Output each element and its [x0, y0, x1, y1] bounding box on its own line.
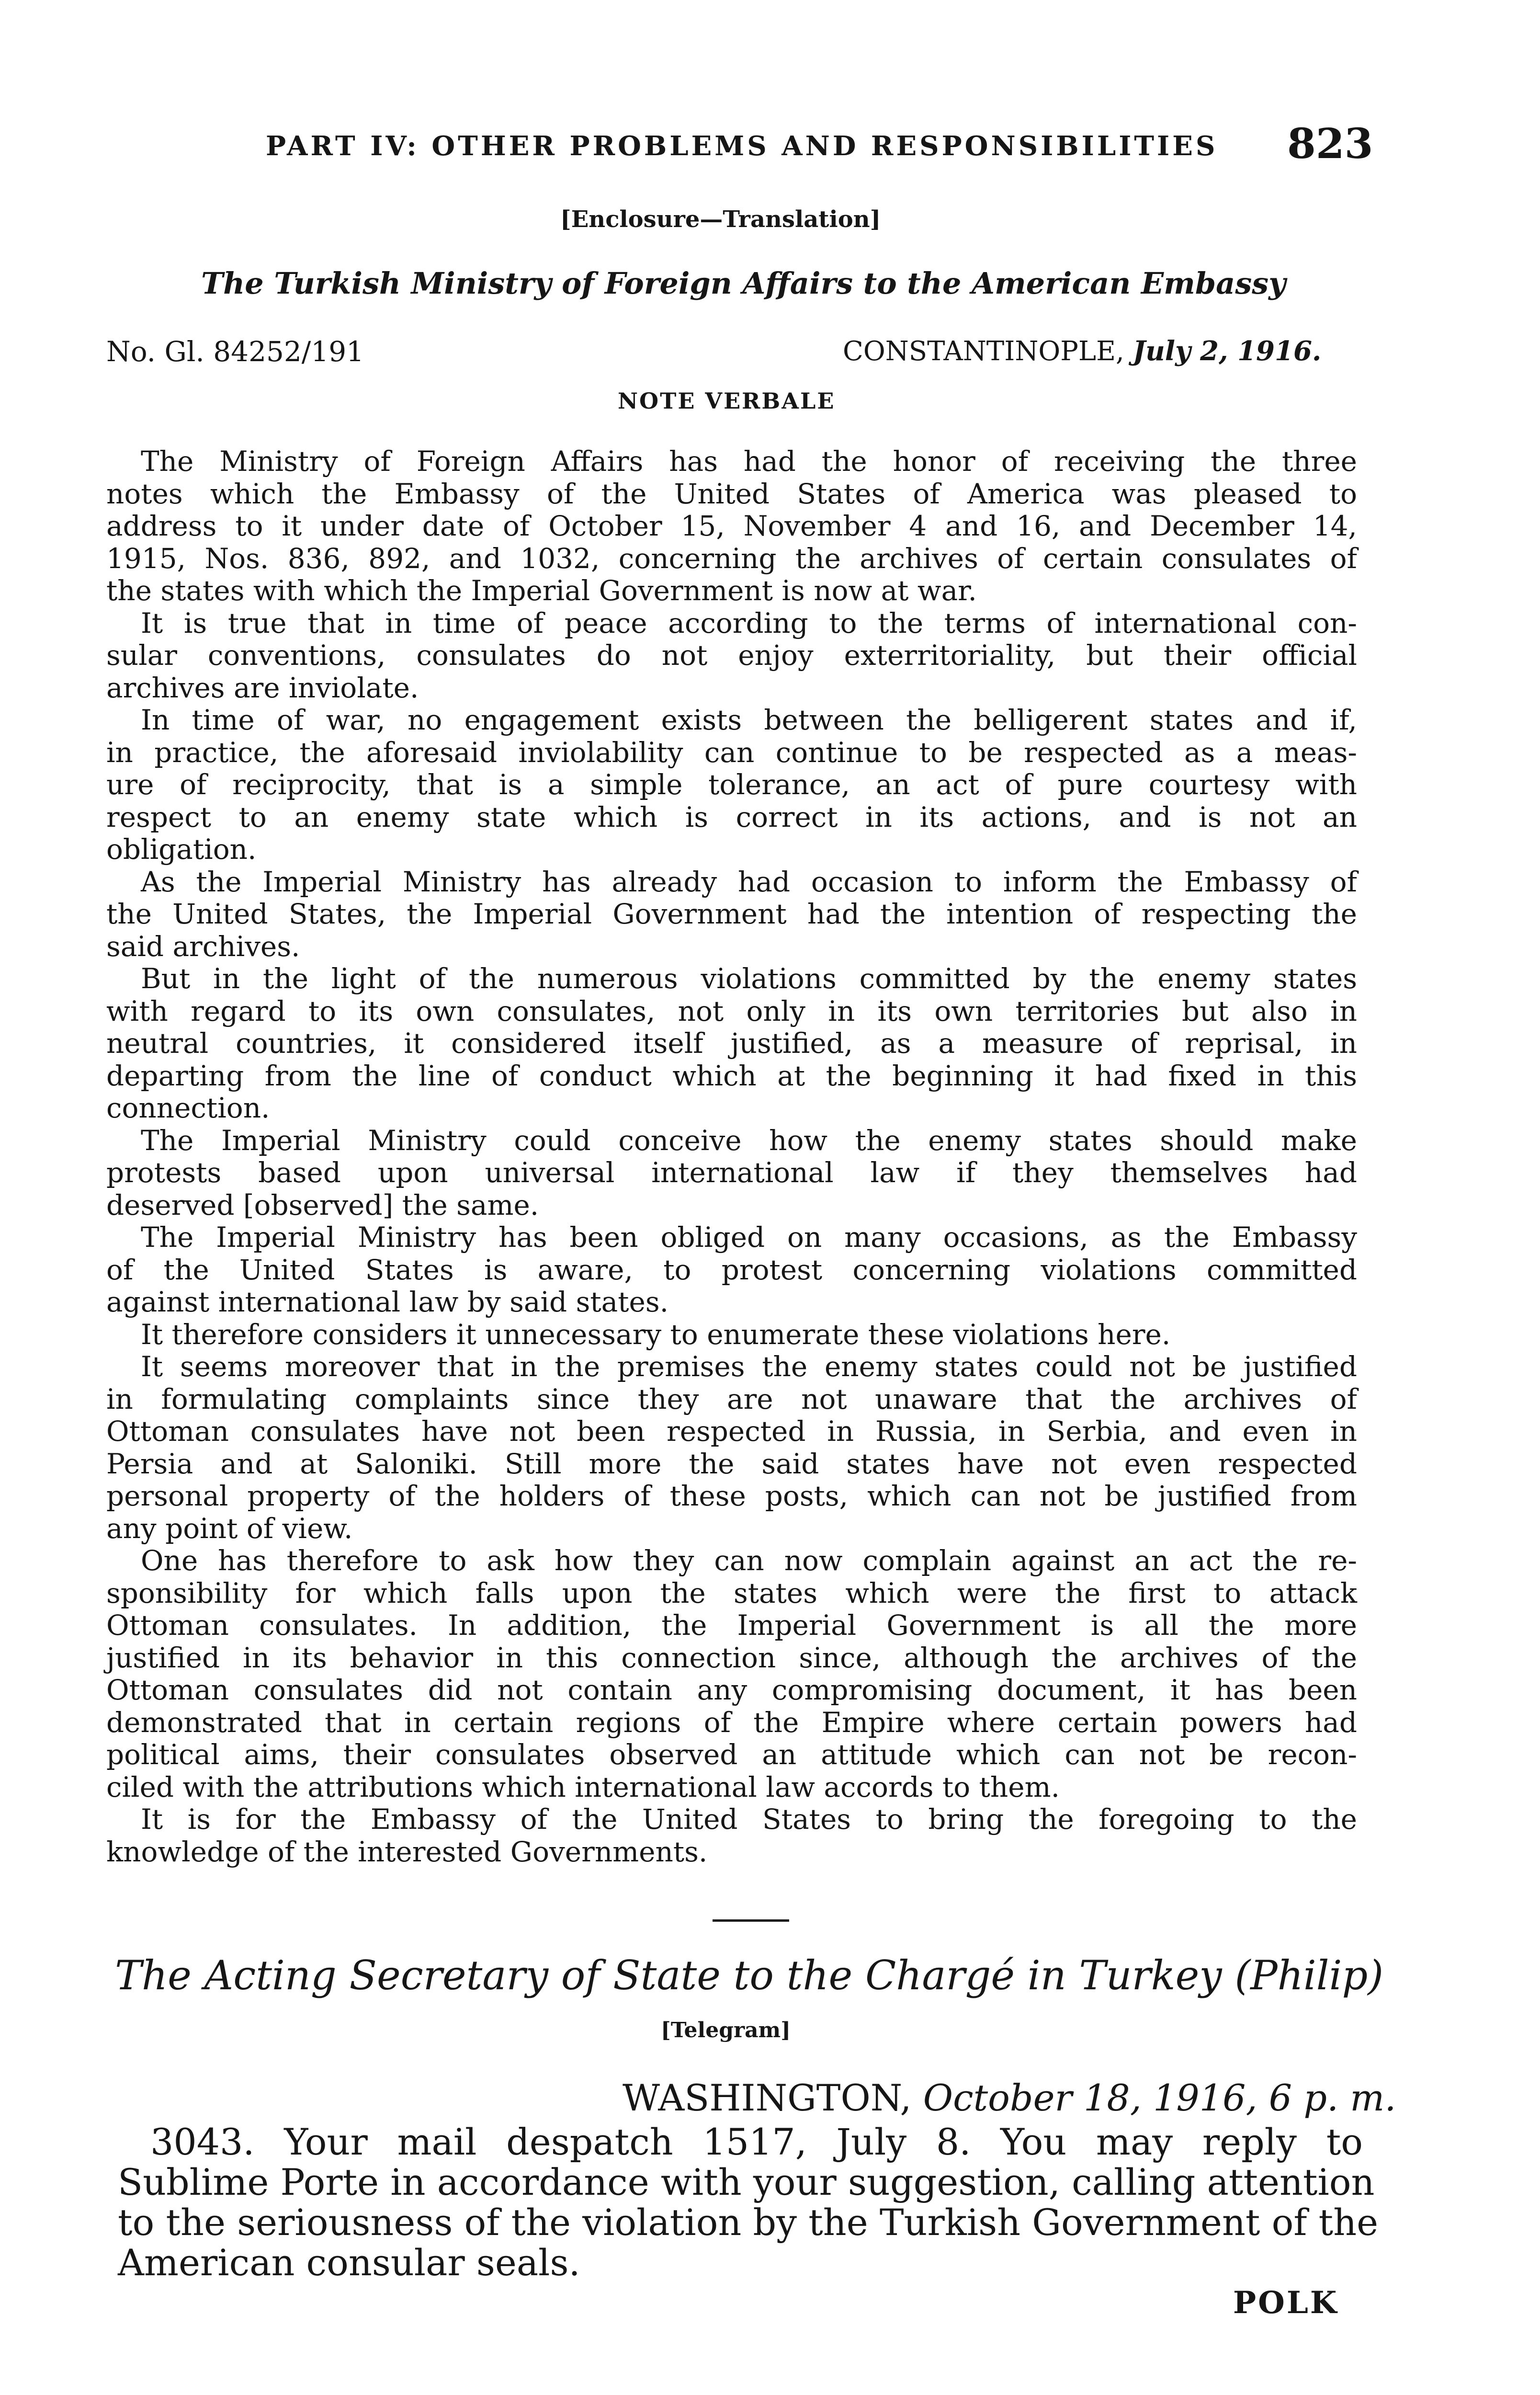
section-divider — [713, 1919, 789, 1922]
telegram-type: [Telegram] — [661, 2018, 791, 2042]
telegram-place: WASHINGTON, — [623, 2076, 912, 2119]
signature: POLK — [1233, 2285, 1339, 2321]
body-line: It therefore considers it unnecessary to enumerate these violations here. — [141, 1318, 1171, 1351]
body-line: In time of war, no engagement exists between the belligerent states and if, — [141, 704, 1357, 736]
enclosure-place: CONSTANTINOPLE, — [843, 336, 1124, 367]
body-line: the states with which the Imperial Government is now at war. — [106, 574, 977, 607]
body-line: departing from the line of conduct which at the beginning it had fixed in this — [106, 1059, 1357, 1092]
body-line: The Ministry of Foreign Affairs has had the honor of receiving the three — [141, 445, 1357, 478]
body-line: deserved [observed] the same. — [106, 1188, 539, 1221]
body-line: It seems moreover that in the premises the enemy states could not be justified — [141, 1350, 1357, 1383]
body-line: justified in its behavior in this connection since, although the archives of the — [106, 1641, 1357, 1674]
reference-number: No. Gl. 84252/191 — [106, 335, 364, 368]
body-line: But in the light of the numerous violations committed by the enemy states — [141, 962, 1357, 995]
body-line: against international law by said states. — [106, 1286, 669, 1318]
enclosure-date: July 2, 1916. — [1132, 335, 1322, 367]
body-line: Ottoman consulates have not been respected in Russia, in Serbia, and even in — [106, 1415, 1357, 1448]
body-line: with regard to its own consulates, not only in its own territories but also in — [106, 994, 1357, 1027]
body-line: sponsibility for which falls upon the states which were the first to attack — [106, 1576, 1357, 1609]
body-line: neutral countries, it considered itself justified, as a measure of reprisal, in — [106, 1027, 1357, 1060]
body-line: in formulating complaints since they are not unaware that the archives of — [106, 1382, 1357, 1415]
body-line: connection. — [106, 1092, 270, 1124]
enclosure-title: The Turkish Ministry of Foreign Affairs to the American Embassy — [201, 266, 1286, 301]
body-line: the United States, the Imperial Government had the intention of respecting the — [106, 898, 1357, 930]
body-line: 1915, Nos. 836, 892, and 1032, concerning the archives of certain consulates of — [106, 542, 1357, 575]
body-line: obligation. — [106, 833, 257, 866]
body-line: personal property of the holders of these posts, which can not be justified from — [106, 1480, 1357, 1512]
body-line: of the United States is aware, to protest concerning violations committed — [106, 1253, 1357, 1286]
body-line: ure of reciprocity, that is a simple tolerance, an act of pure courtesy with — [106, 768, 1357, 801]
body-line: sular conventions, consulates do not enjoy exterritoriality, but their official — [106, 639, 1357, 672]
telegram-dateline — [623, 2076, 1396, 2119]
body-line: Persia and at Saloniki. Still more the said states have not even respected — [106, 1447, 1357, 1480]
telegram-line: to the seriousness of the violation by the Turkish Government of the — [118, 2201, 1379, 2244]
body-line: It is true that in time of peace according to the terms of international con- — [141, 606, 1357, 639]
body-line: It is for the Embassy of the United States to bring the foregoing to the — [141, 1803, 1357, 1836]
body-line: protests based upon universal international law if they themselves had — [106, 1156, 1357, 1189]
body-line: The Imperial Ministry has been obliged on many occasions, as the Embassy — [141, 1221, 1357, 1254]
telegram-date: October 18, 1916, 6 p. m. — [923, 2076, 1396, 2119]
body-line: address to it under date of October 15, November 4 and 16, and December 14, — [106, 510, 1357, 542]
body-line: notes which the Embassy of the United States of America was pleased to — [106, 477, 1357, 510]
note-heading: NOTE VERBALE — [618, 388, 836, 414]
body-line: demonstrated that in certain regions of the Empire where certain powers had — [106, 1706, 1357, 1739]
body-line: said archives. — [106, 930, 300, 963]
telegram-title: The Acting Secretary of State to the Chargé in Turkey (Philip) — [115, 1952, 1383, 1999]
body-line: ciled with the attributions which international law accords to them. — [106, 1770, 1060, 1803]
telegram-body — [118, 2121, 1379, 2284]
telegram-line: American consular seals. — [118, 2241, 580, 2284]
body-line: The Imperial Ministry could conceive how the enemy states should make — [141, 1124, 1357, 1157]
body-line: archives are inviolate. — [106, 671, 419, 704]
body-line: any point of view. — [106, 1512, 353, 1545]
body-line: in practice, the aforesaid inviolability can continue to be respected as a meas- — [106, 736, 1357, 769]
note-body — [106, 445, 1357, 1868]
enclosure-label: [Enclosure—Translation] — [560, 206, 881, 233]
body-line: knowledge of the interested Governments. — [106, 1835, 708, 1868]
body-line: respect to an enemy state which is correct in its actions, and is not an — [106, 800, 1357, 833]
telegram-line: 3043. Your mail despatch 1517, July 8. You may reply to — [150, 2121, 1363, 2163]
body-line: As the Imperial Ministry has already had occasion to inform the Embassy of — [141, 865, 1357, 898]
page-number: 823 — [1287, 120, 1373, 168]
running-head: PART IV: OTHER PROBLEMS AND RESPONSIBILITIES — [266, 130, 1218, 162]
body-line: political aims, their consulates observed an attitude which can not be recon- — [106, 1738, 1357, 1771]
body-line: Ottoman consulates did not contain any compromising document, it has been — [106, 1674, 1357, 1706]
telegram-line: Sublime Porte in accordance with your suggestion, calling attention — [118, 2161, 1375, 2203]
body-line: One has therefore to ask how they can now complain against an act the re- — [141, 1544, 1357, 1577]
enclosure-dateline — [843, 335, 1321, 367]
body-line: Ottoman consulates. In addition, the Imperial Government is all the more — [106, 1609, 1357, 1642]
